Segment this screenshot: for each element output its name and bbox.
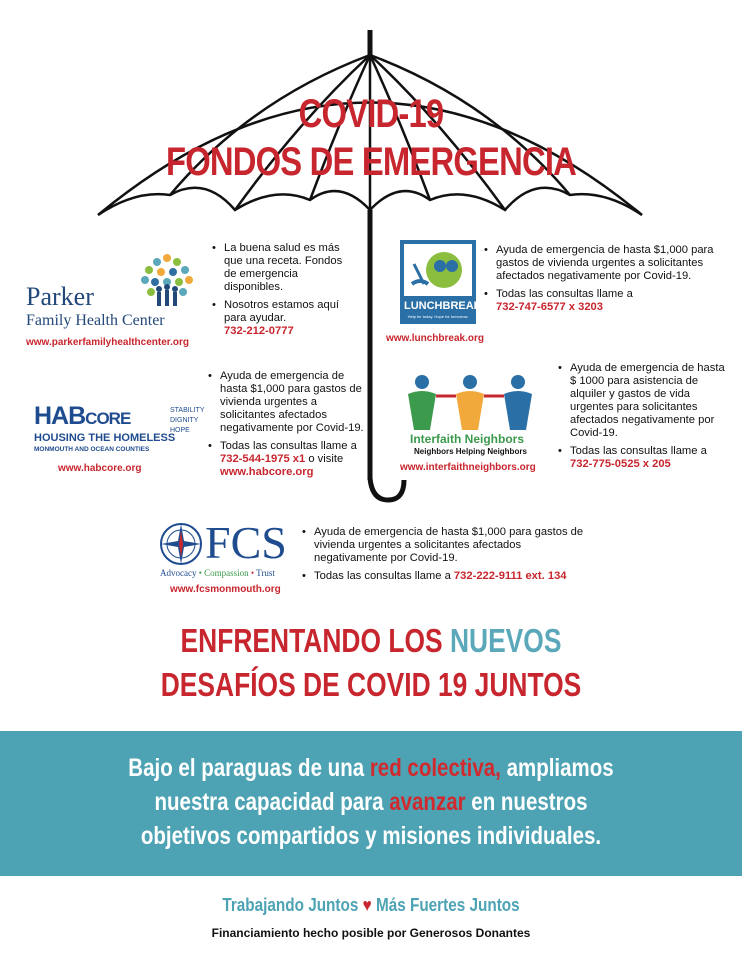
compass-icon bbox=[158, 521, 204, 567]
tree-icon bbox=[137, 252, 197, 308]
lunchbreak-people-icon bbox=[404, 244, 472, 296]
band-line3: objetivos compartidos y misiones individuales. bbox=[140, 822, 602, 850]
fcs-tags: Advocacy • Compassion • Trust bbox=[160, 568, 275, 578]
habcore-phone: 732-544-1975 x1 bbox=[220, 453, 306, 465]
parker-phone: 732-212-0777 bbox=[224, 325, 294, 337]
lunchbreak-url[interactable]: www.lunchbreak.org bbox=[386, 333, 484, 344]
parker-info bbox=[210, 242, 350, 343]
band-line1: Bajo el paraguas de una red colectiva, ampliamos bbox=[128, 754, 614, 782]
interfaith-phone: 732-775-0525 x 205 bbox=[570, 458, 671, 470]
interfaith-people-icon bbox=[402, 372, 538, 432]
footer-slogan: Trabajando Juntos ♥ Más Fuertes Juntos bbox=[222, 895, 520, 915]
fcs-info bbox=[300, 526, 590, 588]
interfaith-bullet-1: • Ayuda de emergencia de hasta $ 1000 para asistencia de alquiler y gastos de vida urgentes para solicitantes afectados negativamente por Covid-19. bbox=[570, 362, 728, 440]
fcs-phone: 732-222-9111 ext. 134 bbox=[453, 570, 567, 582]
lunchbreak-logo bbox=[400, 240, 482, 324]
fcs-url[interactable]: www.fcsmonmouth.org bbox=[170, 584, 281, 595]
habcore-line3: MONMOUTH AND OCEAN COUNTIES bbox=[34, 446, 150, 453]
habcore-tags: STABILITY DIGNITY HOPE bbox=[170, 407, 205, 434]
footer-funding: Financiamiento hecho posible por Generosos Donantes bbox=[211, 926, 531, 940]
lunchbreak-bullet-1: • Ayuda de emergencia de hasta $1,000 para gastos de vivienda urgentes a solicitantes afectados negativamente por Covid-19. bbox=[496, 244, 722, 283]
habcore-web[interactable]: www.habcore.org bbox=[220, 466, 314, 478]
habcore-logo bbox=[34, 402, 214, 458]
lunchbreak-info bbox=[482, 244, 722, 319]
interfaith-bullet-2: • Todas las consultas llame a 732-775-0525 x 205 bbox=[570, 445, 728, 471]
lunchbreak-tagline: Help for today. Hope for tomorrow. bbox=[407, 314, 469, 319]
fcs-bullet-1: • Ayuda de emergencia de hasta $1,000 para gastos de vivienda urgentes a solicitantes afectados negativamente por Covid-19. bbox=[314, 526, 590, 565]
habcore-url[interactable]: www.habcore.org bbox=[58, 463, 142, 474]
interfaith-tagline: Neighbors Helping Neighbors bbox=[414, 447, 527, 456]
habcore-bullet-2: • Todas las consultas llame a 732-544-1975 x1 o visite www.habcore.org bbox=[220, 440, 366, 479]
title-line1: COVID-19 bbox=[298, 92, 444, 136]
heart-icon: ♥ bbox=[362, 895, 372, 915]
habcore-bullet-1: • Ayuda de emergencia de hasta $1,000 para gastos de vivienda urgentes a solicitantes afectados negativamente por Covid-19. bbox=[220, 370, 366, 435]
headline-line2: DESAFÍOS DE COVID 19 JUNTOS bbox=[160, 666, 582, 703]
lunchbreak-phone: 732-747-6577 x 3203 bbox=[496, 301, 603, 313]
headline-line1: ENFRENTANDO LOS NUEVOS bbox=[180, 622, 562, 659]
interfaith-info bbox=[556, 362, 728, 476]
parker-subtitle: Family Health Center bbox=[26, 312, 165, 329]
parker-url[interactable]: www.parkerfamilyhealthcenter.org bbox=[26, 337, 190, 348]
habcore-line2: HOUSING THE HOMELESS bbox=[34, 432, 176, 444]
parker-name: Parker bbox=[26, 282, 94, 311]
habcore-logo-main: HABCORE bbox=[34, 402, 131, 430]
parker-bullet-2: • Nosotros estamos aquí para ayudar. 732-212-0777 bbox=[224, 299, 350, 338]
fcs-name: FCS bbox=[205, 517, 287, 568]
interfaith-name: Interfaith Neighbors bbox=[410, 432, 525, 446]
title-line2: FONDOS DE EMERGENCIA bbox=[165, 140, 577, 184]
band-line2: nuestra capacidad para avanzar en nuestros bbox=[154, 788, 588, 816]
lunchbreak-bullet-2: • Todas las consultas llame a 732-747-6577 x 3203 bbox=[496, 288, 722, 314]
interfaith-url[interactable]: www.interfaithneighbors.org bbox=[400, 462, 536, 473]
habcore-info bbox=[206, 370, 366, 484]
lunchbreak-logo-text: LUNCHBREAK bbox=[404, 300, 482, 312]
fcs-bullet-2: • Todas las consultas llame a 732-222-9111 ext. 134 bbox=[314, 570, 590, 583]
parker-bullet-1: • La buena salud es más que una receta. Fondos de emergencia disponibles. bbox=[224, 242, 350, 294]
